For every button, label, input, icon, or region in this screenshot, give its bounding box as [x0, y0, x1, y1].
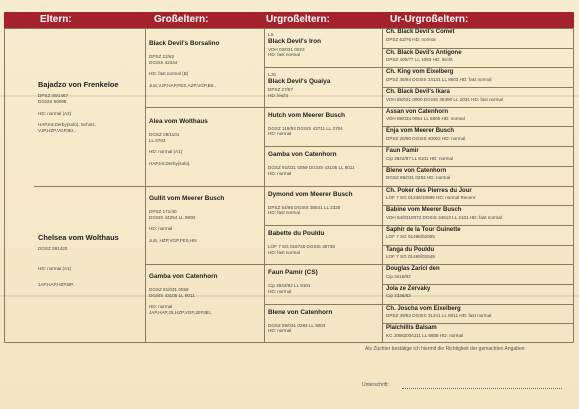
grandparent-reg: DPSZ 22/62 — [149, 54, 175, 59]
great-great-grandparent — [382, 323, 574, 343]
grandparent-hd: HD: normal — [149, 226, 173, 232]
grandparent — [145, 264, 264, 343]
great-grandparent-reg: VDH 03/031 0023 — [268, 46, 305, 52]
great-great-grandparent-name: Tanga du Pouldu — [386, 246, 435, 253]
great-grandparent-name: Black Devil's Quaiya — [268, 78, 331, 86]
great-grandparent-reg: Cip 3842/92 LL 9101 — [268, 283, 311, 289]
great-great-grandparent-reg: DGSZ 86/031 0283 HD: normal — [386, 175, 451, 181]
grandparent-name: Black Devil's Borsalino — [149, 40, 220, 47]
great-great-grandparent-name: Plaichillis Balsam — [386, 325, 437, 332]
signature-label: Unterschrift: — [362, 382, 389, 388]
grandparent-hd: HD: fast normal (B) — [149, 71, 189, 77]
great-grandparent-hd: HD: normal — [268, 170, 292, 176]
great-great-grandparent-reg: VDH 84/0310072 DGSIS 34613 LL 2101 HD: fast normal — [386, 214, 502, 220]
parent-name: Chelsea vom Wolthaus — [38, 233, 119, 242]
great-grandparent-name: Dymond vom Meerer Busch — [268, 190, 353, 198]
great-grandparent-name: Blene von Catenhorn — [268, 308, 333, 316]
great-grandparent — [264, 304, 382, 343]
great-great-grandparent-name: Enja vom Meerer Busch — [386, 128, 455, 135]
great-great-grandparent-reg: LOF 7 SG 01496/02005 — [386, 234, 435, 240]
great-grandparent — [264, 107, 382, 146]
grandparent-titles: JuS, HZP,VGP,FES,HN — [149, 238, 197, 244]
great-great-grandparent-reg: DPSZ 63/76 HD: normal — [386, 36, 436, 42]
grandparent-reg: DPSZ 171/40 — [149, 209, 177, 214]
great-great-grandparent — [382, 264, 574, 284]
great-great-grandparent-name: Ch. King vom Eixelberg — [386, 69, 454, 76]
great-grandparent-reg: LOF 7 SG 016728 DGSIS 38738 — [268, 243, 335, 249]
great-grandparent-reg: DGSZ 119/93 DGSIS 43711 LL 2704 — [268, 125, 343, 131]
great-great-grandparent-name: Douglas Zarici den — [386, 266, 440, 273]
great-great-grandparent-reg: VDH 85/031 0000 DGSIS 35390 LL 2031 HD: fast normal — [386, 96, 504, 102]
great-great-grandparent-reg: Cip 3336/82 — [386, 293, 411, 299]
grandparent-titles: JAP,HAP,JS,HZP,VGP,JEP,Btr., — [149, 310, 213, 316]
great-grandparent-hd: HD: leicht — [268, 92, 288, 98]
great-grandparent-hd: HD: fast normal — [268, 52, 300, 58]
great-great-grandparent-name: Ch. Joscha vom Eixelberg — [386, 305, 461, 312]
great-great-grandparent-reg: DPSZ 39/82 DGSIS 31241 LL 8011 HD: fast normal — [386, 313, 492, 319]
great-great-grandparent-reg: DPSZ 400/77 LL 1083 HD: leicht — [386, 57, 453, 63]
great-great-grandparent — [382, 284, 574, 304]
great-great-grandparent — [382, 245, 574, 265]
header-grosseltern: Großeltern: — [154, 14, 209, 25]
grandparent-reg2: DGSIS 42344 — [149, 59, 178, 65]
parent-titles: HAP,Int.Derby(solo), Schutz, — [38, 122, 97, 128]
great-great-grandparent-reg: DPSZ 25/90 DGSIS 40002 HD: normal — [386, 135, 466, 141]
great-grandparent-reg: DGSZ 86/031 0283 LL 9003 — [268, 322, 326, 328]
header-bar — [4, 12, 574, 28]
great-grandparent — [264, 264, 382, 303]
great-grandparent-reg: DPSZ 54/86 DGSIS 38541 LL 2320 — [268, 204, 341, 210]
signature-line[interactable] — [402, 388, 562, 389]
grandparent-hd: HD: normal — [149, 304, 173, 310]
parent-sire — [34, 28, 145, 186]
great-great-grandparent — [382, 304, 574, 324]
great-great-grandparent-reg: DPSZ 45/84 DGSIS 34131 LL 8603 HD: fast normal — [386, 76, 492, 82]
great-grandparent-prefix: LJS — [268, 72, 276, 78]
great-great-grandparent-name: Jola ze Zervaky — [386, 285, 431, 292]
parent-titles: JAP,HAP,HZP,BP, — [38, 281, 74, 287]
parent-dam — [34, 186, 145, 343]
parent-hd: HD: normal (A1) — [38, 265, 72, 271]
grandparent-titles: HAP,Int.Derby(solo), — [149, 161, 191, 167]
great-grandparent-name: Babette du Pouldu — [268, 229, 325, 237]
grandparent-reg: DGSZ 91/031 0059 — [149, 287, 189, 292]
great-grandparent-hd: HD: fast normal — [268, 210, 300, 216]
great-great-grandparent-name: Blene von Catenhorn — [386, 167, 447, 174]
grandparent-titles: JuS,VJP,HAP,FES,AZP,VGP,Btr., — [149, 83, 216, 89]
parent-hd: HD: normal (A2) — [38, 110, 72, 116]
great-grandparent-prefix: LS — [268, 32, 274, 37]
grandparent — [145, 28, 264, 107]
great-grandparent — [264, 186, 382, 225]
header-ururgrosseltern: Ur-Urgroßeltern: — [390, 14, 469, 25]
grandparent — [145, 186, 264, 264]
great-grandparent-hd: HD: normal — [268, 328, 292, 334]
grandparent — [145, 107, 264, 186]
great-great-grandparent-name: Ch. Black Devil's Comet — [386, 29, 455, 35]
parent-reg: DGSZ 091420 — [38, 246, 68, 252]
great-great-grandparent-name: Ch. Poker des Pierres du Jour — [386, 187, 472, 194]
great-great-grandparent-name: Assan von Catenhorn — [386, 108, 449, 115]
great-grandparent-name: Gamba von Catenhorn — [268, 151, 337, 159]
great-grandparent — [264, 146, 382, 185]
parent-name: Bajadzo von Frenkeloe — [38, 80, 119, 89]
great-great-grandparent — [382, 48, 574, 68]
great-great-grandparent-reg: Cip 3418/82 — [386, 273, 411, 279]
breeder-confirmation: Als Züchter bestätige ich hiermit die Richtigkeit der gemachten Angaben — [365, 346, 525, 352]
grandparent-name: Gamba von Catenhorn — [149, 273, 218, 280]
parent-reg: DPSZ 09/1467 — [38, 93, 69, 99]
parent-titles2: VJP,HZP,VGP,Btr., — [38, 128, 76, 134]
great-great-grandparent — [382, 67, 574, 87]
great-grandparent-name: Black Devil's Iron — [268, 37, 322, 45]
great-great-grandparent — [382, 28, 574, 48]
great-great-grandparent-name: Saphir de la Tour Guinette — [386, 226, 461, 233]
grandparent-name: Alea vom Wolthaus — [149, 118, 208, 125]
great-grandparent-hd: HD: normal — [268, 288, 292, 294]
header-urgrosseltern: Urgroßeltern: — [266, 14, 330, 25]
great-great-grandparent-reg: Cip 3842/87 LL 9101 HD: normal — [386, 155, 453, 161]
grandparent-reg2: DGSIS 43105 LL 8011 — [149, 292, 195, 298]
great-great-grandparent-reg: LOF 7 SG 01489/02549 — [386, 254, 435, 260]
great-great-grandparent-reg: LOF 7 SG 01248/10596 HD: normal Recent — [386, 195, 476, 200]
great-grandparent-hd: HD: fast normal — [268, 249, 300, 255]
great-grandparent — [264, 67, 382, 106]
great-grandparent — [264, 225, 382, 264]
header-eltern: Eltern: — [40, 14, 72, 25]
great-grandparent — [264, 28, 382, 67]
great-great-grandparent-name: Babine vom Meerer Busch — [386, 207, 462, 214]
great-grandparent-reg: DPSZ 27/87 — [268, 87, 294, 93]
great-great-grandparent-name: Faun Pamir — [386, 148, 419, 155]
great-great-grandparent-name: Ch. Black Devil's Antigone — [386, 49, 462, 56]
great-great-grandparent — [382, 107, 574, 127]
great-great-grandparent — [382, 166, 574, 186]
great-great-grandparent-reg: VDH 88/034 0051 LL 8805 HD: normal — [386, 116, 465, 122]
great-grandparent-name: Faun Pamir (CS) — [268, 269, 318, 277]
great-great-grandparent — [382, 186, 574, 206]
great-great-grandparent — [382, 87, 574, 107]
great-great-grandparent — [382, 205, 574, 225]
grandparent-reg2: LL 5703 — [149, 137, 166, 143]
great-great-grandparent-name: Ch. Black Devil's Ikara — [386, 89, 450, 96]
parent-reg2: DGSIS 60098 — [38, 98, 67, 104]
grandparent-hd: HD: normal (A1) — [149, 149, 183, 155]
great-grandparent-reg: DGSZ 91/031 0059 DGSIS 43105 LL 8011 — [268, 165, 355, 171]
great-grandparent-name: Hutch vom Meerer Busch — [268, 111, 346, 119]
great-great-grandparent — [382, 225, 574, 245]
great-great-grandparent-reg: KC J0682004J11 LL 8808 HD: normal — [386, 332, 464, 338]
great-great-grandparent — [382, 146, 574, 166]
grandparent-reg2: DGSIS 44254 LL 9900 — [149, 214, 196, 220]
great-great-grandparent — [382, 126, 574, 146]
great-grandparent-hd: HD: normal — [268, 131, 292, 137]
grandparent-name: Gullit vom Meerer Busch — [149, 195, 225, 202]
grandparent-reg: DGSZ 08/1101 — [149, 132, 180, 137]
